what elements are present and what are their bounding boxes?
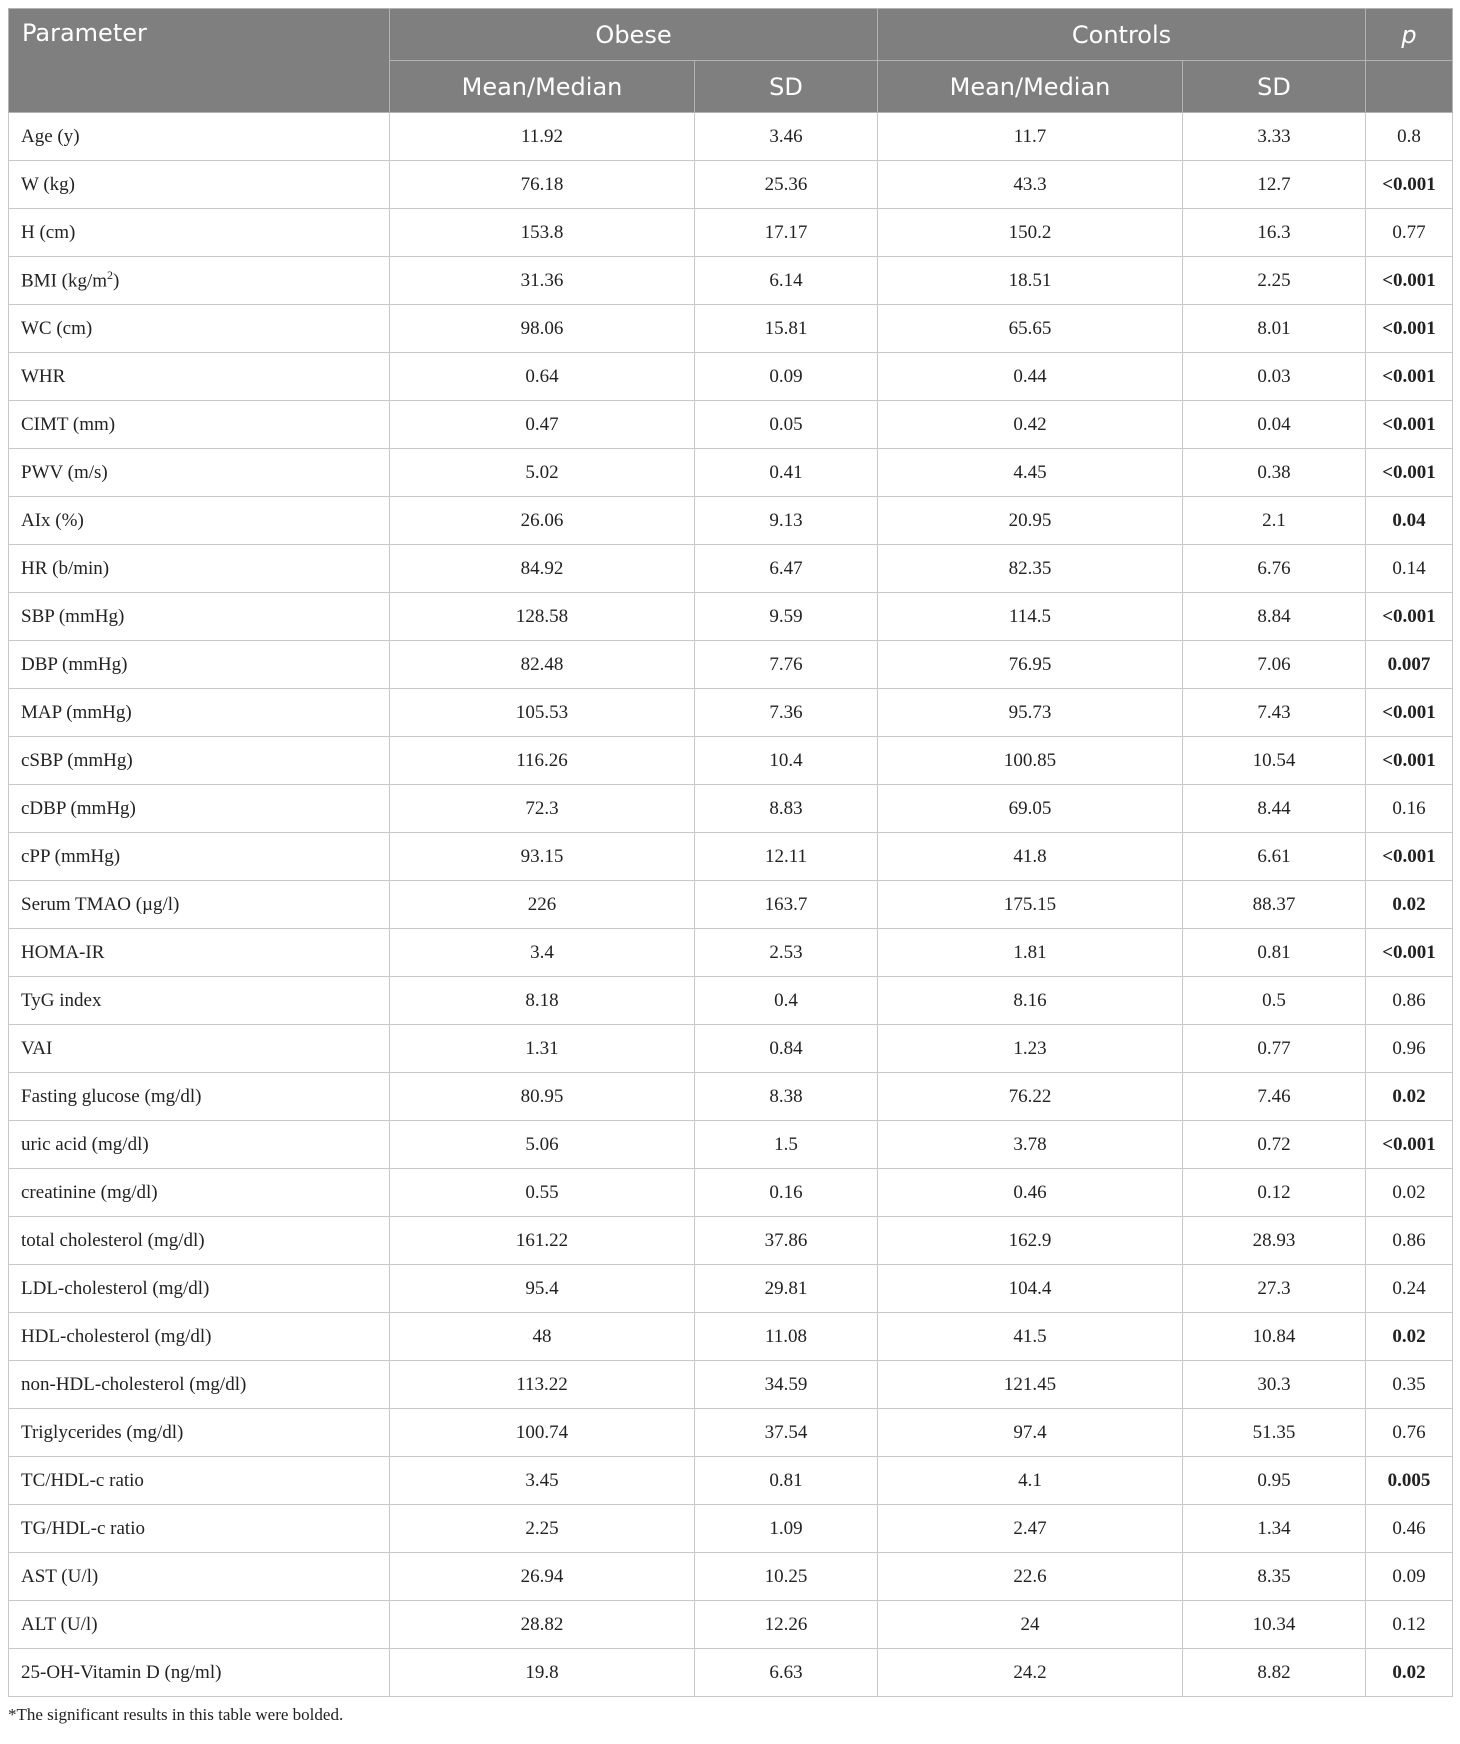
obese-sd-cell: 8.38 [695, 1073, 878, 1121]
table-row [9, 1553, 1453, 1601]
obese-mean-cell: 84.92 [390, 545, 695, 593]
p-value-cell: 0.09 [1366, 1553, 1453, 1601]
table-row [9, 689, 1453, 737]
parameter-cell: creatinine (mg/dl) [9, 1169, 390, 1217]
parameter-cell: MAP (mmHg) [9, 689, 390, 737]
obese-mean-cell: 153.8 [390, 209, 695, 257]
controls-sd-cell: 3.33 [1183, 113, 1366, 161]
p-value-cell: <0.001 [1366, 593, 1453, 641]
controls-mean-cell: 114.5 [878, 593, 1183, 641]
p-value-cell: 0.02 [1366, 1649, 1453, 1697]
table-row [9, 593, 1453, 641]
header-parameter: Parameter [9, 9, 390, 113]
p-value-cell: 0.02 [1366, 1313, 1453, 1361]
controls-mean-cell: 43.3 [878, 161, 1183, 209]
controls-sd-cell: 8.35 [1183, 1553, 1366, 1601]
parameter-cell: LDL-cholesterol (mg/dl) [9, 1265, 390, 1313]
table-row [9, 977, 1453, 1025]
p-value-cell: 0.16 [1366, 785, 1453, 833]
controls-mean-cell: 121.45 [878, 1361, 1183, 1409]
obese-sd-cell: 12.11 [695, 833, 878, 881]
obese-mean-cell: 11.92 [390, 113, 695, 161]
obese-sd-cell: 0.81 [695, 1457, 878, 1505]
p-value-cell: 0.76 [1366, 1409, 1453, 1457]
obese-sd-cell: 1.09 [695, 1505, 878, 1553]
obese-mean-cell: 105.53 [390, 689, 695, 737]
obese-mean-cell: 116.26 [390, 737, 695, 785]
obese-sd-cell: 0.84 [695, 1025, 878, 1073]
p-value-cell: 0.46 [1366, 1505, 1453, 1553]
header-controls-sd: SD [1183, 61, 1366, 113]
controls-mean-cell: 0.46 [878, 1169, 1183, 1217]
controls-mean-cell: 82.35 [878, 545, 1183, 593]
table-row [9, 1409, 1453, 1457]
table-row [9, 1073, 1453, 1121]
parameter-superscript: 2 [107, 268, 114, 283]
p-value-cell: <0.001 [1366, 401, 1453, 449]
controls-mean-cell: 4.1 [878, 1457, 1183, 1505]
controls-sd-cell: 10.84 [1183, 1313, 1366, 1361]
parameter-cell: AST (U/l) [9, 1553, 390, 1601]
controls-sd-cell: 6.61 [1183, 833, 1366, 881]
parameter-cell: cPP (mmHg) [9, 833, 390, 881]
p-value-cell: 0.04 [1366, 497, 1453, 545]
obese-mean-cell: 31.36 [390, 257, 695, 305]
p-value-cell: 0.005 [1366, 1457, 1453, 1505]
controls-sd-cell: 7.46 [1183, 1073, 1366, 1121]
table-row [9, 833, 1453, 881]
parameter-cell: PWV (m/s) [9, 449, 390, 497]
table-row [9, 1361, 1453, 1409]
controls-mean-cell: 97.4 [878, 1409, 1183, 1457]
obese-mean-cell: 26.94 [390, 1553, 695, 1601]
table-row [9, 209, 1453, 257]
table-row [9, 1025, 1453, 1073]
header-controls-mean: Mean/Median [878, 61, 1183, 113]
obese-sd-cell: 6.14 [695, 257, 878, 305]
parameter-cell: Serum TMAO (µg/l) [9, 881, 390, 929]
obese-mean-cell: 3.45 [390, 1457, 695, 1505]
obese-mean-cell: 82.48 [390, 641, 695, 689]
controls-sd-cell: 0.77 [1183, 1025, 1366, 1073]
controls-sd-cell: 28.93 [1183, 1217, 1366, 1265]
obese-sd-cell: 12.26 [695, 1601, 878, 1649]
header-controls: Controls [878, 9, 1366, 61]
p-value-cell: 0.8 [1366, 113, 1453, 161]
obese-mean-cell: 28.82 [390, 1601, 695, 1649]
parameter-cell: cSBP (mmHg) [9, 737, 390, 785]
table-row [9, 641, 1453, 689]
obese-mean-cell: 5.06 [390, 1121, 695, 1169]
obese-sd-cell: 29.81 [695, 1265, 878, 1313]
parameter-cell: SBP (mmHg) [9, 593, 390, 641]
parameter-cell: Triglycerides (mg/dl) [9, 1409, 390, 1457]
parameter-cell: TC/HDL-c ratio [9, 1457, 390, 1505]
controls-sd-cell: 0.38 [1183, 449, 1366, 497]
table-row [9, 737, 1453, 785]
obese-sd-cell: 0.41 [695, 449, 878, 497]
obese-sd-cell: 0.4 [695, 977, 878, 1025]
parameter-cell: TyG index [9, 977, 390, 1025]
controls-sd-cell: 0.04 [1183, 401, 1366, 449]
p-value-cell: 0.86 [1366, 1217, 1453, 1265]
parameter-cell: non-HDL-cholesterol (mg/dl) [9, 1361, 390, 1409]
parameter-cell: 25-OH-Vitamin D (ng/ml) [9, 1649, 390, 1697]
obese-mean-cell: 128.58 [390, 593, 695, 641]
parameter-cell: total cholesterol (mg/dl) [9, 1217, 390, 1265]
table-row [9, 353, 1453, 401]
controls-mean-cell: 104.4 [878, 1265, 1183, 1313]
obese-mean-cell: 26.06 [390, 497, 695, 545]
controls-sd-cell: 2.1 [1183, 497, 1366, 545]
obese-mean-cell: 95.4 [390, 1265, 695, 1313]
controls-sd-cell: 10.34 [1183, 1601, 1366, 1649]
table-container [8, 8, 1452, 1725]
controls-sd-cell: 8.44 [1183, 785, 1366, 833]
data-table [8, 8, 1453, 1697]
controls-sd-cell: 0.5 [1183, 977, 1366, 1025]
obese-mean-cell: 0.47 [390, 401, 695, 449]
table-row [9, 1601, 1453, 1649]
obese-mean-cell: 3.4 [390, 929, 695, 977]
table-row [9, 497, 1453, 545]
p-value-cell: 0.77 [1366, 209, 1453, 257]
header-p: p [1366, 9, 1453, 61]
controls-mean-cell: 0.42 [878, 401, 1183, 449]
obese-sd-cell: 37.86 [695, 1217, 878, 1265]
p-value-cell: <0.001 [1366, 929, 1453, 977]
parameter-cell: uric acid (mg/dl) [9, 1121, 390, 1169]
obese-sd-cell: 8.83 [695, 785, 878, 833]
controls-sd-cell: 8.82 [1183, 1649, 1366, 1697]
controls-mean-cell: 76.22 [878, 1073, 1183, 1121]
parameter-cell: VAI [9, 1025, 390, 1073]
parameter-cell: HOMA-IR [9, 929, 390, 977]
obese-sd-cell: 6.47 [695, 545, 878, 593]
obese-sd-cell: 37.54 [695, 1409, 878, 1457]
controls-mean-cell: 150.2 [878, 209, 1183, 257]
parameter-cell: ALT (U/l) [9, 1601, 390, 1649]
obese-sd-cell: 17.17 [695, 209, 878, 257]
table-row [9, 161, 1453, 209]
controls-mean-cell: 2.47 [878, 1505, 1183, 1553]
table-row [9, 113, 1453, 161]
obese-sd-cell: 0.05 [695, 401, 878, 449]
controls-mean-cell: 3.78 [878, 1121, 1183, 1169]
table-row [9, 449, 1453, 497]
obese-sd-cell: 0.09 [695, 353, 878, 401]
header-obese-sd: SD [695, 61, 878, 113]
table-row [9, 401, 1453, 449]
obese-mean-cell: 93.15 [390, 833, 695, 881]
controls-sd-cell: 12.7 [1183, 161, 1366, 209]
obese-mean-cell: 161.22 [390, 1217, 695, 1265]
controls-mean-cell: 0.44 [878, 353, 1183, 401]
p-value-cell: 0.02 [1366, 881, 1453, 929]
p-value-cell: 0.12 [1366, 1601, 1453, 1649]
obese-sd-cell: 6.63 [695, 1649, 878, 1697]
header-p-blank [1366, 61, 1453, 113]
controls-sd-cell: 7.43 [1183, 689, 1366, 737]
p-value-cell: 0.24 [1366, 1265, 1453, 1313]
p-value-cell: <0.001 [1366, 737, 1453, 785]
table-row [9, 305, 1453, 353]
obese-mean-cell: 113.22 [390, 1361, 695, 1409]
obese-mean-cell: 98.06 [390, 305, 695, 353]
parameter-label: BMI (kg/m [21, 270, 108, 292]
parameter-cell: Fasting glucose (mg/dl) [9, 1073, 390, 1121]
table-row [9, 1121, 1453, 1169]
controls-sd-cell: 0.81 [1183, 929, 1366, 977]
controls-mean-cell: 41.5 [878, 1313, 1183, 1361]
header-row-top [9, 9, 1453, 61]
obese-sd-cell: 10.25 [695, 1553, 878, 1601]
obese-mean-cell: 100.74 [390, 1409, 695, 1457]
controls-mean-cell: 175.15 [878, 881, 1183, 929]
controls-sd-cell: 8.84 [1183, 593, 1366, 641]
controls-sd-cell: 1.34 [1183, 1505, 1366, 1553]
parameter-cell: AIx (%) [9, 497, 390, 545]
obese-sd-cell: 25.36 [695, 161, 878, 209]
obese-mean-cell: 48 [390, 1313, 695, 1361]
p-value-cell: <0.001 [1366, 689, 1453, 737]
controls-mean-cell: 11.7 [878, 113, 1183, 161]
controls-mean-cell: 95.73 [878, 689, 1183, 737]
obese-mean-cell: 2.25 [390, 1505, 695, 1553]
controls-mean-cell: 1.23 [878, 1025, 1183, 1073]
obese-mean-cell: 8.18 [390, 977, 695, 1025]
parameter-cell: W (kg) [9, 161, 390, 209]
controls-sd-cell: 0.12 [1183, 1169, 1366, 1217]
controls-sd-cell: 16.3 [1183, 209, 1366, 257]
obese-sd-cell: 10.4 [695, 737, 878, 785]
obese-sd-cell: 3.46 [695, 113, 878, 161]
table-row [9, 1505, 1453, 1553]
parameter-cell: WC (cm) [9, 305, 390, 353]
controls-sd-cell: 0.95 [1183, 1457, 1366, 1505]
p-value-cell: <0.001 [1366, 833, 1453, 881]
obese-sd-cell: 7.36 [695, 689, 878, 737]
controls-sd-cell: 27.3 [1183, 1265, 1366, 1313]
controls-mean-cell: 24 [878, 1601, 1183, 1649]
obese-mean-cell: 0.55 [390, 1169, 695, 1217]
parameter-cell: H (cm) [9, 209, 390, 257]
controls-sd-cell: 10.54 [1183, 737, 1366, 785]
obese-sd-cell: 2.53 [695, 929, 878, 977]
controls-sd-cell: 51.35 [1183, 1409, 1366, 1457]
obese-sd-cell: 9.13 [695, 497, 878, 545]
obese-sd-cell: 7.76 [695, 641, 878, 689]
obese-mean-cell: 72.3 [390, 785, 695, 833]
parameter-cell: TG/HDL-c ratio [9, 1505, 390, 1553]
parameter-cell: HDL-cholesterol (mg/dl) [9, 1313, 390, 1361]
controls-mean-cell: 20.95 [878, 497, 1183, 545]
controls-mean-cell: 41.8 [878, 833, 1183, 881]
p-value-cell: <0.001 [1366, 305, 1453, 353]
obese-sd-cell: 0.16 [695, 1169, 878, 1217]
p-value-cell: 0.14 [1366, 545, 1453, 593]
table-row [9, 545, 1453, 593]
p-value-cell: 0.02 [1366, 1169, 1453, 1217]
obese-mean-cell: 5.02 [390, 449, 695, 497]
controls-mean-cell: 162.9 [878, 1217, 1183, 1265]
p-value-cell: <0.001 [1366, 449, 1453, 497]
obese-sd-cell: 11.08 [695, 1313, 878, 1361]
parameter-cell [9, 257, 390, 305]
controls-sd-cell: 8.01 [1183, 305, 1366, 353]
obese-sd-cell: 15.81 [695, 305, 878, 353]
obese-mean-cell: 0.64 [390, 353, 695, 401]
obese-mean-cell: 1.31 [390, 1025, 695, 1073]
controls-sd-cell: 0.72 [1183, 1121, 1366, 1169]
controls-sd-cell: 0.03 [1183, 353, 1366, 401]
parameter-cell: CIMT (mm) [9, 401, 390, 449]
controls-mean-cell: 1.81 [878, 929, 1183, 977]
obese-mean-cell: 76.18 [390, 161, 695, 209]
table-row [9, 1457, 1453, 1505]
controls-mean-cell: 18.51 [878, 257, 1183, 305]
p-value-cell: <0.001 [1366, 161, 1453, 209]
controls-mean-cell: 4.45 [878, 449, 1183, 497]
p-value-cell: 0.007 [1366, 641, 1453, 689]
obese-sd-cell: 34.59 [695, 1361, 878, 1409]
table-row [9, 1265, 1453, 1313]
p-value-cell: <0.001 [1366, 353, 1453, 401]
p-value-cell: 0.86 [1366, 977, 1453, 1025]
p-value-cell: 0.96 [1366, 1025, 1453, 1073]
obese-sd-cell: 9.59 [695, 593, 878, 641]
parameter-label-tail: ) [113, 270, 120, 292]
controls-sd-cell: 7.06 [1183, 641, 1366, 689]
header-obese-mean: Mean/Median [390, 61, 695, 113]
parameter-cell: Age (y) [9, 113, 390, 161]
table-row [9, 257, 1453, 305]
controls-mean-cell: 8.16 [878, 977, 1183, 1025]
table-row [9, 1313, 1453, 1361]
header-obese: Obese [390, 9, 878, 61]
table-footnote: *The significant results in this table were bolded. [8, 1705, 344, 1724]
controls-mean-cell: 24.2 [878, 1649, 1183, 1697]
controls-sd-cell: 6.76 [1183, 545, 1366, 593]
obese-mean-cell: 80.95 [390, 1073, 695, 1121]
parameter-cell: HR (b/min) [9, 545, 390, 593]
p-value-cell: 0.35 [1366, 1361, 1453, 1409]
controls-mean-cell: 69.05 [878, 785, 1183, 833]
controls-mean-cell: 100.85 [878, 737, 1183, 785]
table-row [9, 1217, 1453, 1265]
obese-mean-cell: 19.8 [390, 1649, 695, 1697]
controls-mean-cell: 65.65 [878, 305, 1183, 353]
controls-mean-cell: 76.95 [878, 641, 1183, 689]
table-row [9, 881, 1453, 929]
table-row [9, 1169, 1453, 1217]
parameter-cell: WHR [9, 353, 390, 401]
p-value-cell: <0.001 [1366, 1121, 1453, 1169]
parameter-cell: cDBP (mmHg) [9, 785, 390, 833]
table-body [9, 113, 1453, 1697]
p-value-cell: <0.001 [1366, 257, 1453, 305]
controls-sd-cell: 2.25 [1183, 257, 1366, 305]
obese-sd-cell: 163.7 [695, 881, 878, 929]
table-row [9, 785, 1453, 833]
controls-mean-cell: 22.6 [878, 1553, 1183, 1601]
obese-mean-cell: 226 [390, 881, 695, 929]
obese-sd-cell: 1.5 [695, 1121, 878, 1169]
table-row [9, 929, 1453, 977]
p-value-cell: 0.02 [1366, 1073, 1453, 1121]
controls-sd-cell: 88.37 [1183, 881, 1366, 929]
parameter-cell: DBP (mmHg) [9, 641, 390, 689]
controls-sd-cell: 30.3 [1183, 1361, 1366, 1409]
table-row [9, 1649, 1453, 1697]
